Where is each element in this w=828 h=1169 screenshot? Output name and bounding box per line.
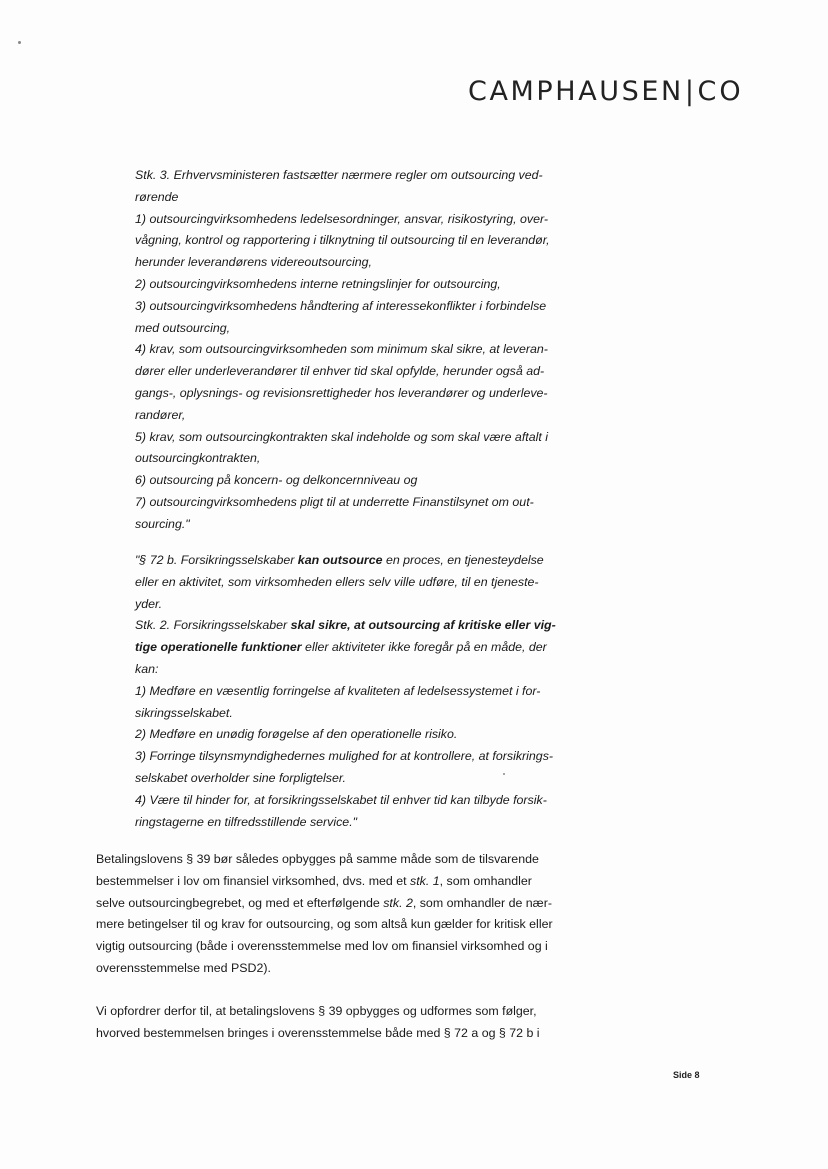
- body-line: mere betingelser til og krav for outsourcing, og som altså kun gælder for kritisk eller: [96, 917, 553, 932]
- quote-emphasis: skal sikre, at outsourcing af kritiske eller vig-: [290, 618, 556, 633]
- quote-line: yder.: [135, 596, 163, 611]
- quote-line: vågning, kontrol og rapportering i tilknytning til outsourcing til en leverandør,: [135, 233, 550, 248]
- body-paragraph-1: [96, 849, 582, 980]
- quote-line: 3) outsourcingvirksomhedens håndtering af interessekonflikter i forbindelse: [135, 298, 547, 313]
- quote-line: 5) krav, som outsourcingkontrakten skal indeholde og som skal være aftalt i: [135, 429, 548, 444]
- quote-line: [135, 550, 581, 572]
- quote-line: dører eller underleverandører til enhver tid skal opfylde, herunder også ad-: [135, 364, 545, 379]
- body-line: overensstemmelse med PSD2).: [96, 960, 271, 975]
- quote-text: eller aktiviteter ikke foregår på en måde, der: [301, 640, 547, 655]
- quoted-provision-72b: [135, 550, 581, 833]
- quote-line: 3) Forringe tilsynsmyndighedernes mulighed for at kontrollere, at forsikrings-: [135, 749, 554, 764]
- quote-line: 7) outsourcingvirksomhedens pligt til at underrette Finanstilsynet om out-: [135, 494, 534, 509]
- quote-line: sikringsselskabet.: [135, 705, 233, 720]
- logo-main: CAMPHAUSEN: [468, 76, 684, 107]
- body-italic: stk. 2: [383, 895, 413, 910]
- quote-line: 2) Medføre en unødig forøgelse af den operationelle risiko.: [135, 727, 458, 742]
- quote-line: herunder leverandørens videreoutsourcing,: [135, 255, 372, 270]
- logo-separator: |: [684, 76, 697, 107]
- quote-line: 4) Være til hinder for, at forsikringsselskabet til enhver tid kan tilbyde forsik-: [135, 792, 547, 807]
- body-paragraph-2: [96, 1001, 582, 1045]
- body-italic: stk. 1: [410, 873, 440, 888]
- quoted-provision-stk3: [135, 165, 581, 536]
- quote-line: selskabet overholder sine forpligtelser.: [135, 770, 346, 785]
- quote-line: rørende: [135, 189, 179, 204]
- quote-emphasis: kan outsource: [297, 553, 383, 567]
- quote-line: eller en aktivitet, som virksomheden ellers selv ville udføre, til en tjeneste-: [135, 574, 539, 589]
- body-line: vigtig outsourcing (både i overensstemmelse med lov om finansiel virksomhed og i: [96, 939, 548, 954]
- company-logo: [468, 76, 748, 116]
- body-text: , som omhandler: [439, 873, 532, 888]
- quote-text: "§ 72 b. Forsikringsselskaber: [135, 553, 298, 567]
- quote-line: Stk. 3. Erhvervsministeren fastsætter nærmere regler om outsourcing ved-: [135, 168, 543, 182]
- quote-line: 2) outsourcingvirksomhedens interne retningslinjer for outsourcing,: [135, 276, 501, 291]
- quote-line: gangs-, oplysnings- og revisionsrettigheder hos leverandører og underleve-: [135, 385, 548, 400]
- quote-emphasis: tige operationelle funktioner: [135, 640, 302, 655]
- scan-speck: [18, 41, 21, 44]
- quote-line: [135, 637, 581, 659]
- quote-line: randører,: [135, 407, 186, 422]
- quote-line: 1) outsourcingvirksomhedens ledelsesordninger, ansvar, risikostyring, over-: [135, 211, 548, 226]
- body-line: Vi opfordrer derfor til, at betalingslovens § 39 opbygges og udformes som følger,: [96, 1004, 537, 1018]
- quote-line: 4) krav, som outsourcingvirksomheden som minimum skal sikre, at leveran-: [135, 342, 548, 357]
- quote-text: Stk. 2. Forsikringsselskaber: [135, 618, 291, 633]
- body-line: [96, 893, 582, 915]
- body-text: bestemmelser i lov om finansiel virksomhed, dvs. med et: [96, 873, 411, 888]
- quote-line: outsourcingkontrakten,: [135, 451, 261, 466]
- quote-line: 6) outsourcing på koncern- og delkoncernniveau og: [135, 473, 418, 488]
- body-line: Betalingslovens § 39 bør således opbygges på samme måde som de tilsvarende: [96, 852, 539, 866]
- body-text: selve outsourcingbegrebet, og med et efterfølgende: [96, 895, 384, 910]
- quote-line: [135, 615, 581, 637]
- body-line: hvorved bestemmelsen bringes i overensstemmelse både med § 72 a og § 72 b i: [96, 1025, 540, 1040]
- body-line: [96, 871, 582, 893]
- page-number: Side 8: [673, 1070, 700, 1080]
- quote-line: sourcing.": [135, 516, 190, 531]
- quote-text: en proces, en tjenesteydelse: [382, 553, 544, 567]
- quote-line: 1) Medføre en væsentlig forringelse af kvaliteten af ledelsessystemet i for-: [135, 683, 541, 698]
- quote-line: med outsourcing,: [135, 320, 231, 335]
- quote-line: ringstagerne en tilfredsstillende service.": [135, 814, 358, 829]
- quote-line: kan:: [135, 661, 159, 676]
- logo-suffix: CO: [697, 76, 744, 107]
- body-text: , som omhandler de nær-: [412, 895, 552, 910]
